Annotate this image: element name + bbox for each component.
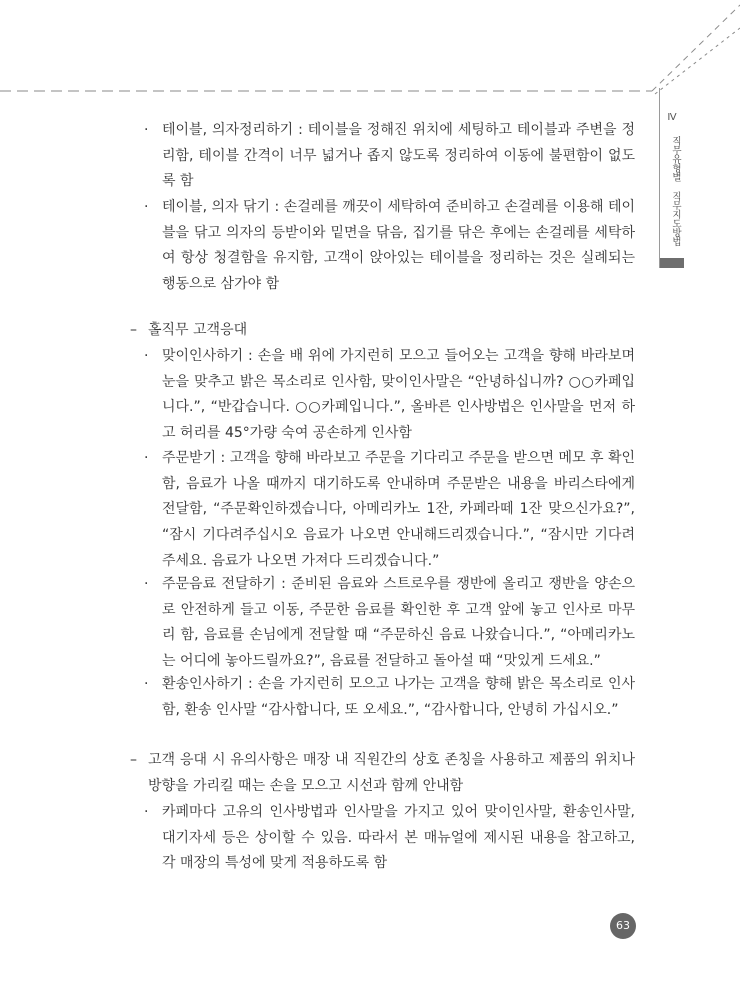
chapter-tab-marker — [660, 258, 684, 268]
bullet-marker: · — [144, 450, 149, 466]
dash-marker: – — [130, 322, 137, 338]
bullet-marker: · — [144, 199, 149, 215]
section-heading — [130, 318, 635, 344]
list-item — [144, 800, 635, 877]
bullet-marker: · — [144, 576, 149, 592]
section-heading — [130, 748, 635, 799]
list-item — [144, 446, 635, 575]
page-number-badge: 63 — [610, 913, 636, 939]
list-item-text: 주문받기 : 고객을 향해 바라보고 주문을 기다리고 주문을 받으면 메모 후 확인함, 음료가 나올 때까지 대기하도록 안내하며 주문받은 내용을 바리스타에게 전달함, “주문확인하겠습니다, 아메리카노 1잔, 카페라떼 1잔 맞으신가요?”, “잠시 기다려주십시오 음료가 나오면 안내해드리겠습니다.”, “잠시만 기다려주세요. 음료가 나오면 가져다 드리겠습니다.” — [162, 450, 635, 569]
list-item-text: 테이블, 의자 닦기 : 손걸레를 깨끗이 세탁하여 준비하고 손걸레를 이용해 테이블을 닦고 의자의 등받이와 밑면을 닦음, 집기를 닦은 후에는 손걸레를 세탁하여 항상 청결함을 유지함, 고객이 앉아있는 테이블을 정리하는 것은 실례되는 행동으로 삼가야 함 — [162, 199, 635, 293]
list-item — [144, 344, 635, 447]
bullet-marker: · — [144, 122, 149, 138]
section-heading-text: 고객 응대 시 유의사항은 매장 내 직원간의 상호 존칭을 사용하고 제품의 위치나 방향을 가리킬 때는 손을 모으고 시선과 함께 안내함 — [148, 752, 635, 794]
bullet-marker: · — [144, 348, 149, 364]
list-item-text: 테이블, 의자정리하기 : 테이블을 정해진 위치에 세팅하고 테이블과 주변을 정리함, 테이블 간격이 너무 넓거나 좁지 않도록 정리하여 이동에 불편함이 없도록 함 — [162, 122, 635, 190]
section-heading-text: 홀직무 고객응대 — [148, 322, 248, 338]
list-item — [144, 572, 635, 675]
list-item-text: 주문음료 전달하기 : 준비된 음료와 스트로우를 쟁반에 올리고 쟁반을 양손으로 안전하게 들고 이동, 주문한 음료를 확인한 후 고객 앞에 놓고 인사로 마무리 함, 음료를 손님에게 전달할 때 “주문하신 음료 나왔습니다.”, “아메리카노는 어디에 놓아드릴까요?”, 음료를 전달하고 돌아설 때 “맛있게 드세요.” — [162, 576, 635, 670]
bullet-marker: · — [144, 804, 149, 820]
dash-marker: – — [130, 752, 137, 768]
list-item — [144, 118, 635, 195]
bullet-marker: · — [144, 676, 149, 692]
list-item-text: 맞이인사하기 : 손을 배 위에 가지런히 모으고 들어오는 고객을 향해 바라보며 눈을 맞추고 밝은 목소리로 인사함, 맞이인사말은 “안녕하십니까? ○○카페입니다.”, “반갑습니다. ○○카페입니다.”, 올바른 인사방법은 인사말을 먼저 하고 허리를 45°가량 숙여 공손하게 인사함 — [162, 348, 635, 442]
list-item — [144, 195, 635, 298]
list-item — [144, 672, 635, 723]
list-item-text: 환송인사하기 : 손을 가지런히 모으고 나가는 고객을 향해 밝은 목소리로 인사함, 환송 인사말 “감사합니다, 또 오세요.”, “감사합니다, 안녕히 가십시오.” — [162, 676, 635, 718]
chapter-title: 직무유형별 직무지도방법 — [670, 136, 681, 246]
list-item-text: 카페마다 고유의 인사방법과 인사말을 가지고 있어 맞이인사말, 환송인사말, 대기자세 등은 상이할 수 있음. 따라서 본 매뉴얼에 제시된 내용을 참고하고, 각 매장의 특성에 맞게 적용하도록 함 — [162, 804, 635, 872]
header-dashed-line — [0, 0, 740, 120]
chapter-number: Ⅳ — [667, 112, 677, 123]
